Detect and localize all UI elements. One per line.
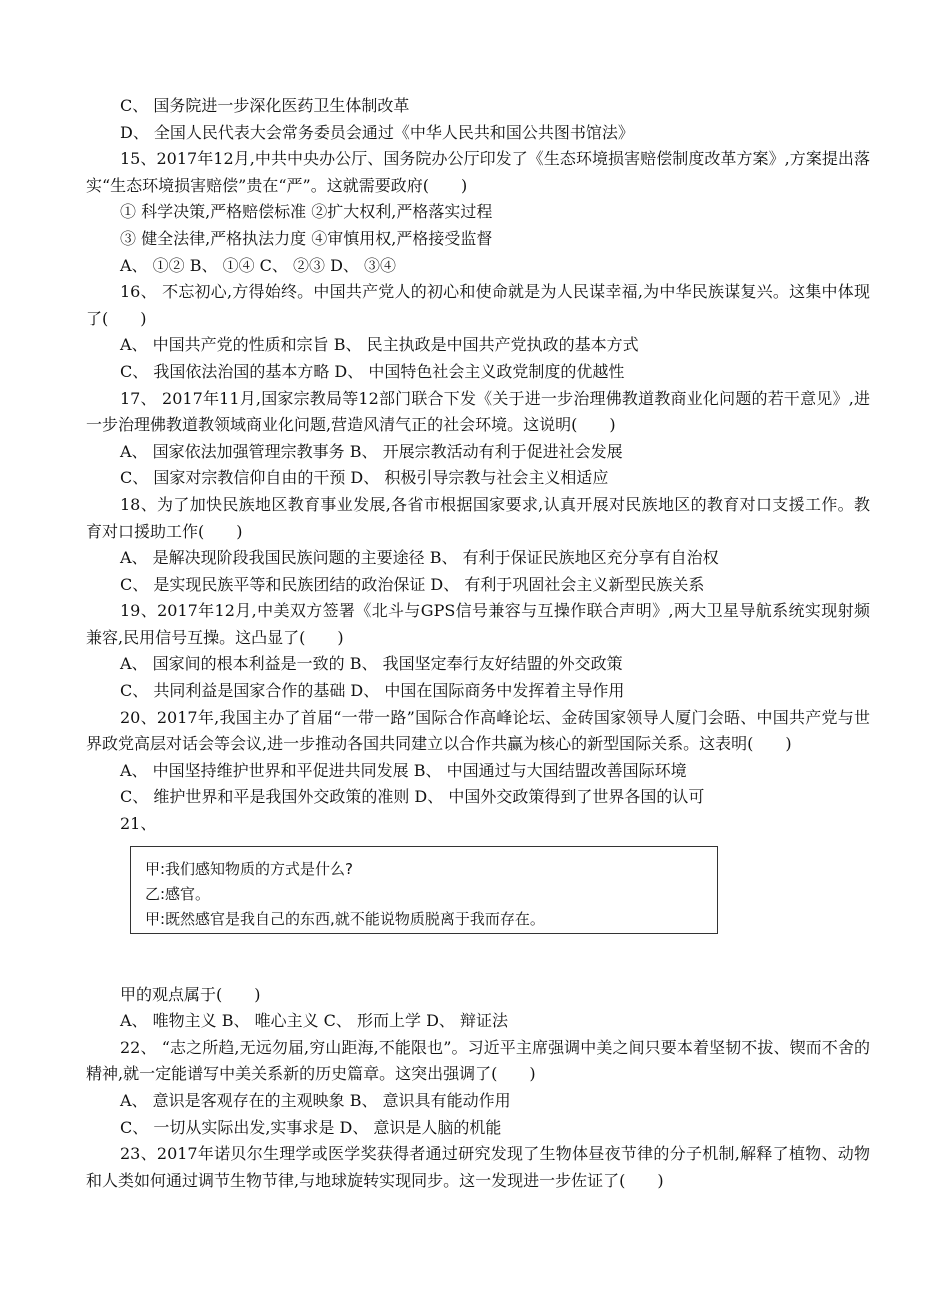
option-line: A、 是解决现阶段我国民族问题的主要途径 B、 有利于保证民族地区充分享有自治权 <box>120 548 719 568</box>
question-stem: 19、2017年12月,中美双方签署《北斗与GPS信号兼容与互操作联合声明》,两大卫星导航系统实现射频兼容,民用信号互操。这凸显了( ) <box>86 601 870 647</box>
option-line: A、 中国坚持维护世界和平促进共同发展 B、 中国通过与大国结盟改善国际环境 <box>120 760 687 780</box>
option-line: A、 意识是客观存在的主观映象 B、 意识具有能动作用 <box>120 1091 511 1110</box>
question-stem: 22、 “志之所趋,无远勿届,穷山距海,不能限也”。习近平主席强调中美之间只要本着坚韧不拔、锲而不舍的精神,就一定能谱写中美关系新的历史篇章。这突出强调了( ) <box>86 1037 870 1084</box>
questions-block-before-figure <box>86 93 870 838</box>
option-line: A、 中国共产党的性质和宗旨 B、 民主执政是中国共产党执政的基本方式 <box>120 335 639 355</box>
question-stem: 18、为了加快民族地区教育事业发展,各省市根据国家要求,认真开展对民族地区的教育对口支援工作。教育对口援助工作( ) <box>86 494 870 541</box>
option-line: C、 共同利益是国家合作的基础 D、 中国在国际商务中发挥着主导作用 <box>120 681 625 701</box>
question-stem: 23、2017年诺贝尔生理学或医学奖获得者通过研究发现了生物体昼夜节律的分子机制,解释了植物、动物和人类如何通过调节生物节律,与地球旋转实现同步。这一发现进一步佐证了( ) <box>86 1144 870 1190</box>
question-stem: 16、 不忘初心,方得始终。中国共产党人的初心和使命就是为人民谋幸福,为中华民族谋复兴。这集中体现了( ) <box>86 282 870 328</box>
option-line: C、 国家对宗教信仰自由的干预 D、 积极引导宗教与社会主义相适应 <box>120 468 609 488</box>
option-line: ③ 健全法律,严格执法力度 ④审慎用权,严格接受监督 <box>120 228 493 248</box>
option-line: A、 ①② B、 ①④ C、 ②③ D、 ③④ <box>120 255 396 275</box>
figure-line: 甲:我们感知物质的方式是什么? <box>145 859 354 878</box>
questions-block-after-figure <box>86 982 870 1195</box>
option-line: C、 国务院进一步深化医药卫生体制改革 <box>120 96 410 115</box>
spacer <box>86 934 870 982</box>
exam-content <box>86 93 870 1194</box>
question-stem: 15、2017年12月,中共中央办公厅、国务院办公厅印发了《生态环境损害赔偿制度改革方案》,方案提出落实“生态环境损害赔偿”贵在“严”。这就需要政府( ) <box>86 149 870 195</box>
option-line: A、 国家依法加强管理宗教事务 B、 开展宗教活动有利于促进社会发展 <box>120 441 623 461</box>
option-line: C、 我国依法治国的基本方略 D、 中国特色社会主义政党制度的优越性 <box>120 361 625 381</box>
option-line: C、 是实现民族平等和民族团结的政治保证 D、 有利于巩固社会主义新型民族关系 <box>120 574 705 594</box>
option-line: 甲的观点属于( ) <box>120 984 261 1004</box>
question-stem: 17、 2017年11月,国家宗教局等12部门联合下发《关于进一步治理佛教道教商业化问题的若干意见》,进一步治理佛教道教领域商业化问题,营造风清气正的社会环境。这说明( ) <box>86 388 870 435</box>
figure-line: 甲:既然感官是我自己的东西,就不能说物质脱离于我而存在。 <box>145 909 545 928</box>
option-line: ① 科学决策,严格赔偿标准 ②扩大权利,严格落实过程 <box>120 202 493 222</box>
question-stem: 21、 <box>120 814 157 834</box>
option-line: C、 一切从实际出发,实事求是 D、 意识是人脑的机能 <box>120 1117 502 1137</box>
question-stem: 20、2017年,我国主办了首届“一带一路”国际合作高峰论坛、金砖国家领导人厦门会晤、中国共产党与世界政党高层对话会等会议,进一步推动各国共同建立以合作共赢为核心的新型国际关系。这表明( ) <box>86 707 870 754</box>
option-line: A、 唯物主义 B、 唯心主义 C、 形而上学 D、 辩证法 <box>120 1011 508 1031</box>
figure-line: 乙:感官。 <box>145 884 211 903</box>
option-line: C、 维护世界和平是我国外交政策的准则 D、 中国外交政策得到了世界各国的认可 <box>120 787 705 807</box>
option-line: A、 国家间的根本利益是一致的 B、 我国坚定奉行友好结盟的外交政策 <box>120 654 623 674</box>
dialogue-figure <box>130 846 718 934</box>
option-line: D、 全国人民代表大会常务委员会通过《中华人民共和国公共图书馆法》 <box>120 122 634 142</box>
